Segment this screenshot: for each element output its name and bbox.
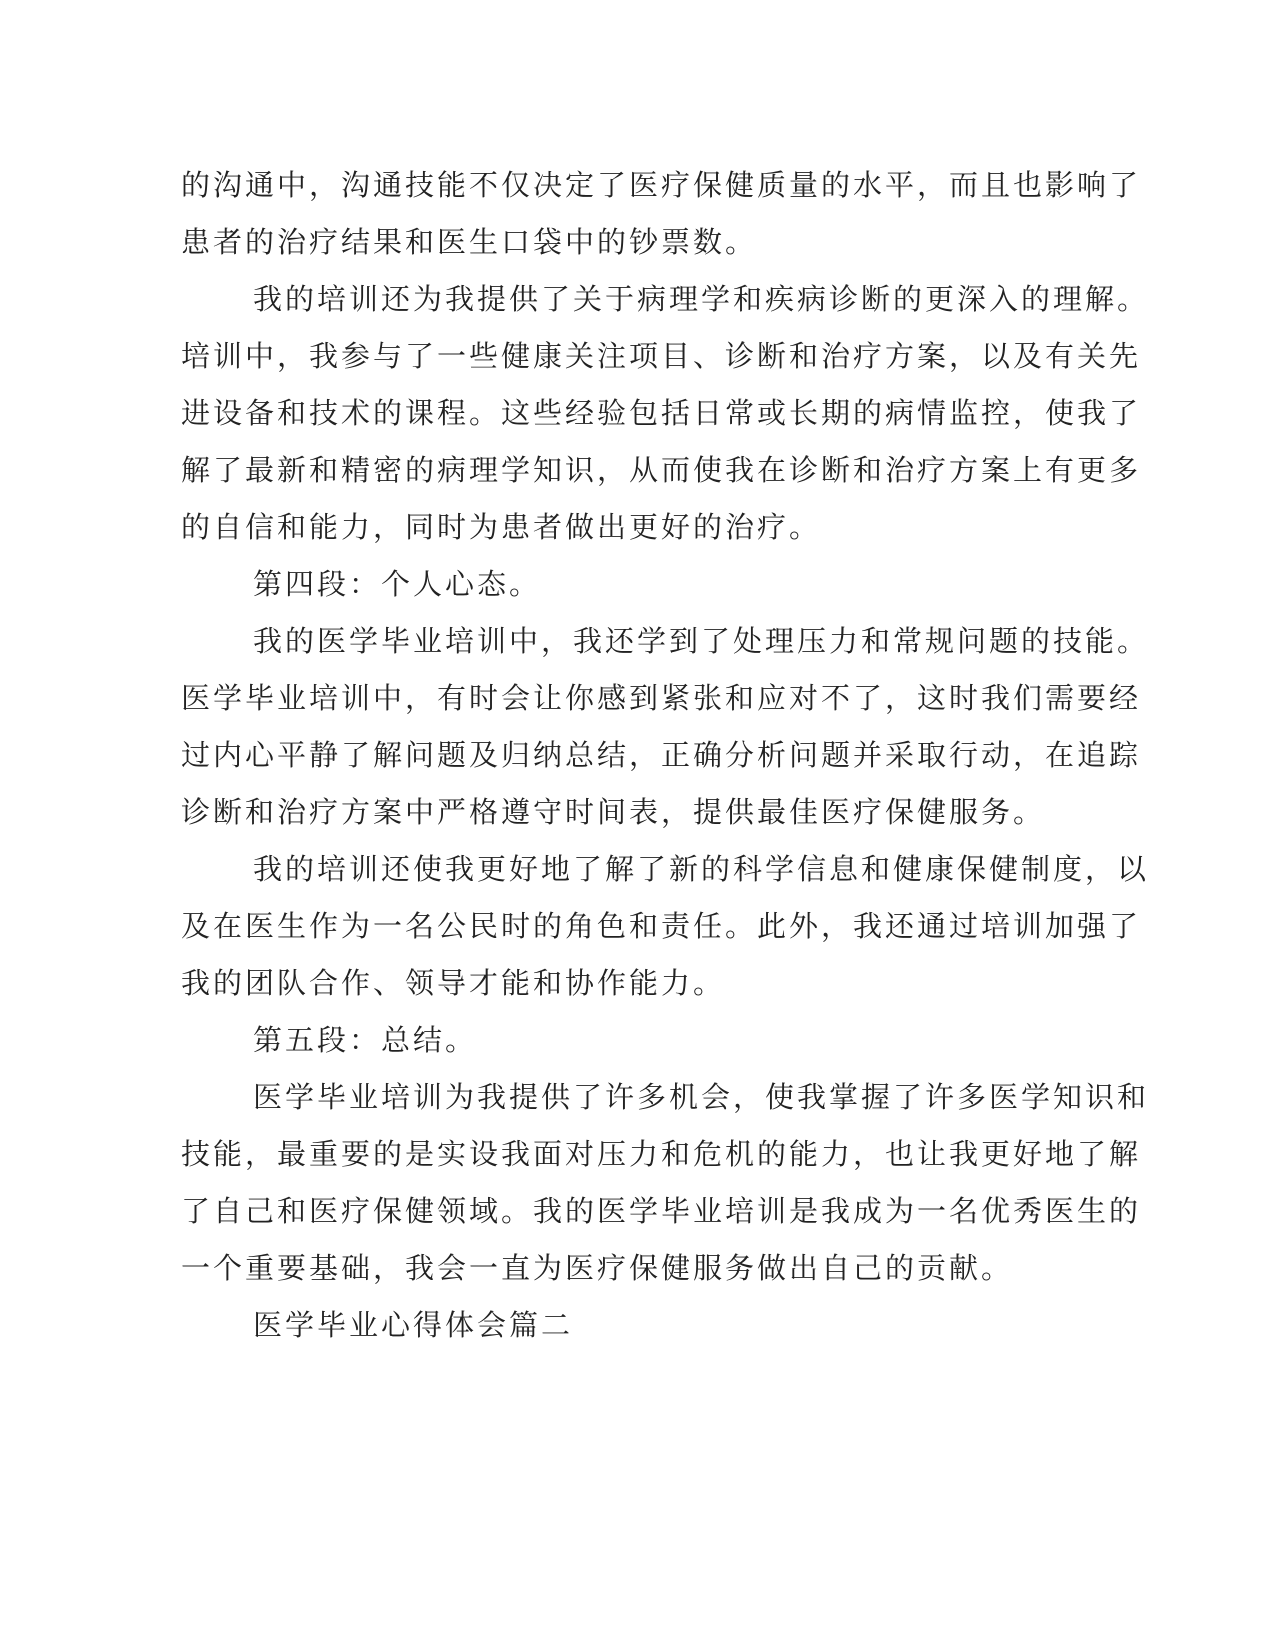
document-body <box>181 157 1150 1354</box>
paragraph-line: 及在医生作为一名公民时的角色和责任。此外，我还通过培训加强了 <box>181 909 1142 943</box>
paragraph-line: 的自信和能力，同时为患者做出更好的治疗。 <box>181 510 822 544</box>
paragraph-line: 技能，最重要的是实设我面对压力和危机的能力，也让我更好地了解 <box>181 1137 1142 1171</box>
paragraph-line: 我的团队合作、领导才能和协作能力。 <box>181 966 726 1000</box>
paragraph-line: 医学毕业培训中，有时会让你感到紧张和应对不了，这时我们需要经 <box>181 681 1142 715</box>
paragraph-line: 医学毕业培训为我提供了许多机会，使我掌握了许多医学知识和 <box>253 1080 1150 1114</box>
section-heading: 医学毕业心得体会篇二 <box>253 1308 574 1342</box>
paragraph-line: 我的培训还使我更好地了解了新的科学信息和健康保健制度，以 <box>253 852 1150 886</box>
section-heading: 第四段：个人心态。 <box>253 567 542 601</box>
paragraph-line: 过内心平静了解问题及归纳总结，正确分析问题并采取行动，在追踪 <box>181 738 1142 772</box>
paragraph-line: 进设备和技术的课程。这些经验包括日常或长期的病情监控，使我了 <box>181 396 1142 430</box>
paragraph-line: 我的培训还为我提供了关于病理学和疾病诊断的更深入的理解。 <box>253 282 1150 316</box>
section-heading: 第五段：总结。 <box>253 1023 478 1057</box>
paragraph-line: 解了最新和精密的病理学知识，从而使我在诊断和治疗方案上有更多 <box>181 453 1142 487</box>
paragraph-line: 培训中，我参与了一些健康关注项目、诊断和治疗方案，以及有关先 <box>181 339 1142 373</box>
paragraph-line: 一个重要基础，我会一直为医疗保健服务做出自己的贡献。 <box>181 1251 1014 1285</box>
paragraph-line: 了自己和医疗保健领域。我的医学毕业培训是我成为一名优秀医生的 <box>181 1194 1142 1228</box>
paragraph-line: 诊断和治疗方案中严格遵守时间表，提供最佳医疗保健服务。 <box>181 795 1046 829</box>
paragraph-line: 患者的治疗结果和医生口袋中的钞票数。 <box>181 225 758 259</box>
paragraph-line: 的沟通中，沟通技能不仅决定了医疗保健质量的水平，而且也影响了 <box>181 168 1142 202</box>
paragraph-line: 我的医学毕业培训中，我还学到了处理压力和常规问题的技能。 <box>253 624 1150 658</box>
